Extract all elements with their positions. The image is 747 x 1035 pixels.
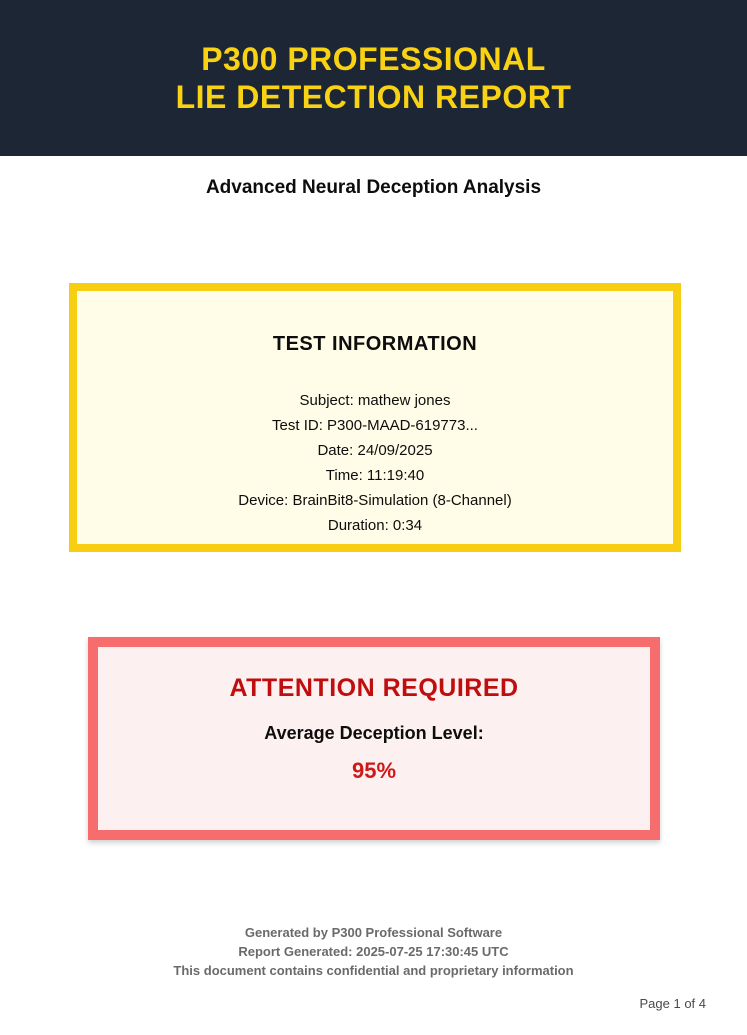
report-header-banner — [0, 0, 747, 156]
footer-confidentiality-notice: This document contains confidential and proprietary information — [173, 963, 574, 978]
test-information-fields — [77, 388, 673, 538]
report-subtitle: Advanced Neural Deception Analysis — [205, 177, 542, 198]
report-title-line2: LIE DETECTION REPORT — [175, 79, 572, 115]
field-device: Device: BrainBit8-Simulation (8-Channel) — [238, 492, 512, 509]
attention-required-box — [88, 637, 660, 840]
document-footer — [0, 923, 747, 980]
field-subject: Subject: mathew jones — [299, 392, 451, 409]
field-date: Date: 24/09/2025 — [317, 442, 433, 459]
test-information-title: TEST INFORMATION — [272, 333, 478, 355]
field-time: Time: 11:19:40 — [325, 467, 425, 484]
footer-generated-by: Generated by P300 Professional Software — [244, 925, 503, 940]
footer-report-generated: Report Generated: 2025-07-25 17:30:45 UTC — [238, 944, 509, 959]
deception-level-label: Average Deception Level: — [264, 723, 484, 743]
page-indicator: Page 1 of 4 — [639, 996, 706, 1011]
test-information-box — [69, 283, 681, 552]
report-title-line1: P300 PROFESSIONAL — [201, 41, 546, 77]
field-test-id: Test ID: P300-MAAD-619773... — [272, 417, 478, 434]
field-duration: Duration: 0:34 — [327, 517, 423, 534]
deception-level-value: 95% — [351, 758, 397, 783]
attention-title: ATTENTION REQUIRED — [229, 674, 519, 702]
